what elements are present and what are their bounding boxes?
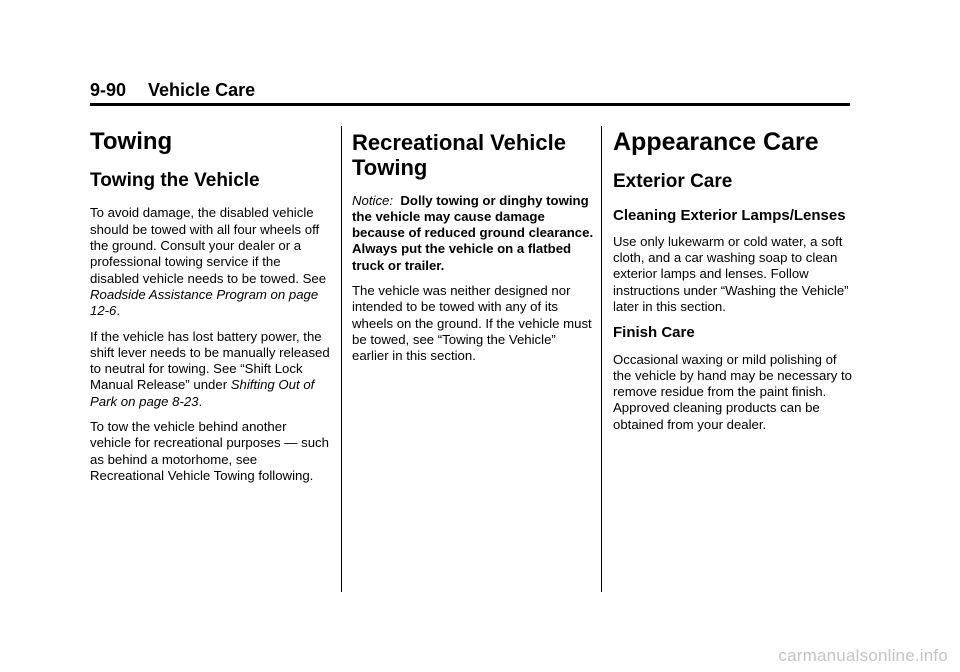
paragraph-battery-power-text: If the vehicle has lost battery power, the shift lever needs to be manually released to neutral for towing. See “Shift Lock Manual Release” under: [90, 328, 330, 393]
shifting-out-of-park-reference: Shifting Out of Park on page 8-23: [90, 377, 315, 409]
heading-recreational-vehicle-towing: Recreational Vehicle Towing: [352, 130, 566, 181]
section-title: Vehicle Care: [148, 80, 256, 100]
header-rule: [90, 103, 850, 106]
roadside-assistance-reference: Roadside Assistance Program on page 12-6: [90, 286, 319, 319]
heading-towing: Towing: [90, 128, 173, 155]
heading-appearance-care: Appearance Care: [613, 128, 819, 156]
heading-towing-the-vehicle: Towing the Vehicle: [90, 169, 260, 191]
watermark: carmanualsonline.info: [778, 646, 948, 665]
heading-finish-care: Finish Care: [613, 324, 695, 342]
paragraph-avoid-damage: [90, 205, 330, 319]
column-divider-left: [341, 126, 342, 592]
column-divider-right: [601, 126, 602, 592]
paragraph-battery-power: [90, 329, 330, 410]
notice-text: Dolly towing or dinghy towing the vehicle may cause damage because of reduced ground clearance. Always put the vehicle on a flatbed truck or trailer.: [352, 192, 594, 273]
heading-exterior-care: Exterior Care: [613, 170, 733, 192]
column-appearance-care: [613, 126, 853, 442]
paragraph-cleaning-lamps: Use only lukewarm or cold water, a soft cloth, and a car washing soap to clean exterior lamps and lenses. Follow instructions under “Washing the Vehicle” later in this section.: [613, 233, 849, 315]
heading-cleaning-exterior-lamps: Cleaning Exterior Lamps/Lenses: [613, 206, 846, 224]
paragraph-finish-care: Occasional waxing or mild polishing of the vehicle by hand may be necessary to remove residue from the paint finish. Approved cleaning products can be obtained from your dealer.: [613, 351, 852, 432]
notice-block: [352, 193, 594, 274]
period: .: [198, 393, 203, 409]
page-header: [90, 80, 255, 101]
paragraph-avoid-damage-text: To avoid damage, the disabled vehicle should be towed with all four wheels off the ground. Consult your dealer or a professional towing service if the disabled vehicle needs to be towed. See: [90, 205, 327, 286]
notice-label: Notice:: [352, 192, 394, 208]
paragraph-tow-behind: To tow the vehicle behind another vehicle for recreational purposes — such as behind a motorhome, see Recreational Vehicle Towing following.: [90, 419, 329, 483]
column-recreational-towing: [352, 126, 594, 374]
paragraph-not-designed: The vehicle was neither designed nor intended to be towed with any of its wheels on the ground. If the vehicle must be towed, see “Towing the Vehicle” earlier in this section.: [352, 283, 592, 364]
period: .: [116, 303, 121, 319]
column-towing: [90, 126, 330, 493]
page-number: 9-90: [90, 80, 127, 100]
